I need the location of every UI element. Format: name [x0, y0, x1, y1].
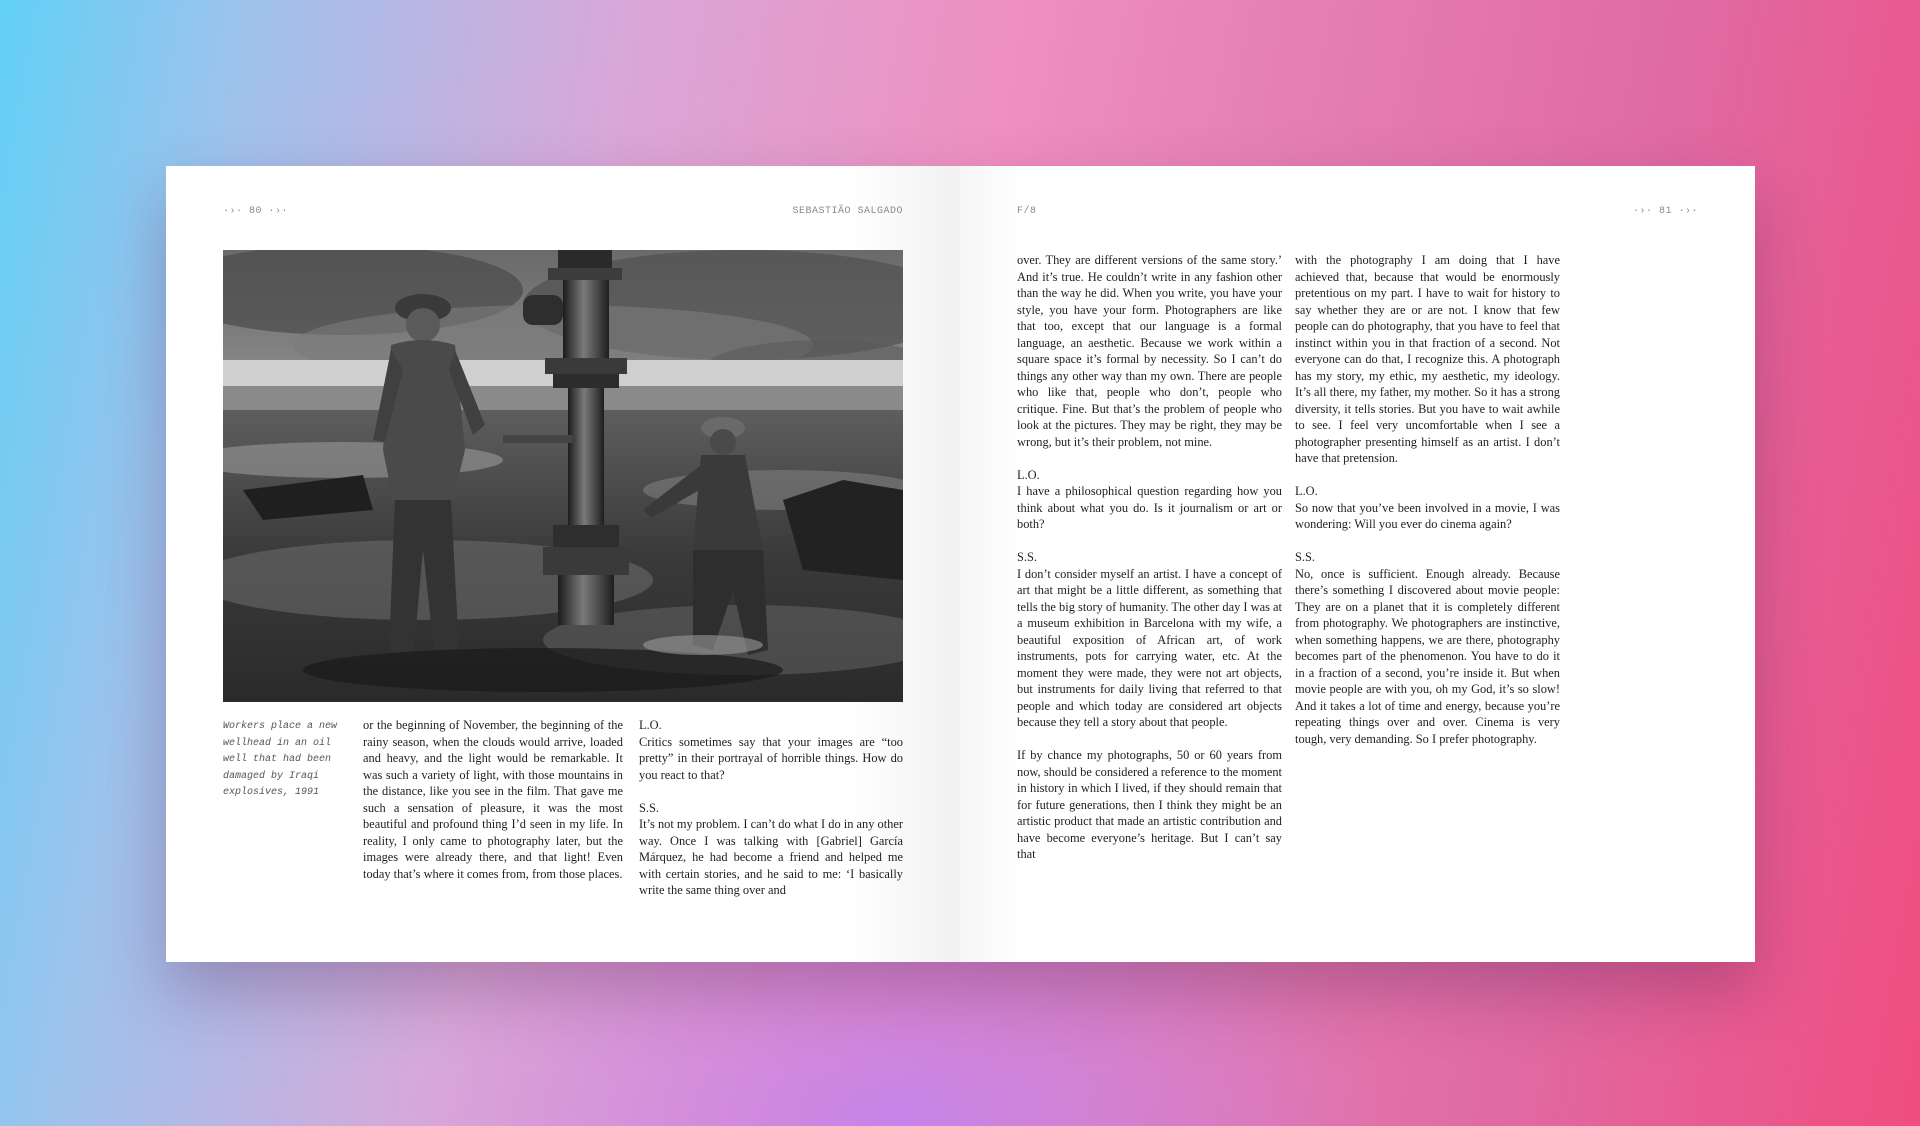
right-page: [960, 166, 1755, 962]
answer-block: [1295, 549, 1560, 747]
question-block: [639, 717, 903, 783]
oil-well-photo: [223, 250, 903, 702]
right-page-number: ·›· 81 ·›·: [1632, 206, 1698, 217]
running-head: SEBASTIÃO SALGADO: [792, 206, 903, 217]
section-marker: F/8: [1017, 206, 1037, 217]
speaker-label: S.S.: [639, 800, 659, 815]
answer-block: [1017, 549, 1282, 731]
question-block: [1295, 483, 1560, 533]
paragraph: with the photography I am doing that I have achieved that, because that would be enormously pretentious on my part. I have to wait for history to say whether they are or are not. I know that few people can do photography, that you have to feel that instinct within you in that fraction of a second. Not everyone can do that, I recognize this. A photograph has my story, my ethic, my aesthetic, my ideology. It’s all there, my father, my mother. So it has a strong diversity, it tells stories. But you have to wait awhile to see. I feel very uncomfortable when I see a photographer presenting himself as an artist. I don’t have that pretension.: [1295, 253, 1560, 465]
speaker-label: S.S.: [1295, 550, 1315, 564]
answer-text: I don’t consider myself an artist. I have a concept of art that might be a little different, as something that tells the big story of humanity. The other day I was at a museum exhibition in Barcelona with my wife, a beautiful exposition of African art, of work instruments, pots for carrying water, etc. At the moment they were made, they were not art objects, but instruments for daily living that referred to that people and which today are considered art objects because they tell a story about that people.: [1017, 566, 1282, 729]
paragraph: or the beginning of November, the beginning of the rainy season, when the clouds would arrive, loaded and heavy, and the light would be remarkable. It was such a variety of light, with those mountains in the distance, like you see in the film. That gave me such a sensation of pleasure, it was the most beautiful and profound thing I’d seen in my life. In reality, I only came to photography later, but the images were already there, and that light! Even today that’s where it comes from, from those places.: [363, 718, 623, 881]
left-column-2: [639, 717, 903, 899]
speaker-label: S.S.: [1017, 550, 1037, 564]
book-spread: [166, 166, 1755, 962]
left-page-number: ·›· 80 ·›·: [223, 206, 289, 217]
answer-block: [639, 800, 903, 899]
speaker-label: L.O.: [1295, 484, 1318, 498]
paragraph: over. They are different versions of the same story.’ And it’s true. He couldn’t write in any fashion other than the way he did. When you write, you have your style, you have your form. Photographers are like that too, except that our language is a formal language, an aesthetic. Because we work within a square space it’s formal by necessity. So I can’t do things any other way than my own. There are people who like that, people who don’t, people who critique. Fine. But that’s the problem of people who look at the pictures. They may be right, they may be wrong, but it’s their problem, not mine.: [1017, 253, 1282, 449]
question-text: Critics sometimes say that your images are “too pretty” in their portrayal of horrible things. How do you react to that?: [639, 734, 903, 782]
question-text: So now that you’ve been involved in a movie, I was wondering: Will you ever do cinema again?: [1295, 500, 1560, 531]
photo-caption: Workers place a new wellhead in an oil well that had been damaged by Iraqi explosives, 1991: [223, 721, 338, 798]
question-block: [1017, 467, 1282, 533]
speaker-label: L.O.: [1017, 467, 1040, 482]
left-page: [166, 166, 960, 962]
speaker-label: L.O.: [639, 718, 662, 732]
right-column-2: [1295, 252, 1560, 747]
answer-text: No, once is sufficient. Enough already. Because there’s something I discovered about movie people: They are on a planet that it is completely different from photography. We photographers are instinctive, when something happens, we are there, photography becomes part of the phenomenon. You have to do it in a fraction of a second, you’re inside it. But when movie people are with you, oh my God, it’s so slow! And it takes a lot of time and energy, because you’re repeating things over and over. Cinema is very tough, very demanding. So I prefer photography.: [1295, 566, 1560, 746]
paragraph: If by chance my photographs, 50 or 60 years from now, should be considered a reference to the moment in history in which I lived, if they should remain that for future generations, then I think they might be an artistic product that made an artistic contribution and have become everyone’s heritage. But I can’t say that: [1017, 748, 1282, 861]
question-text: I have a philosophical question regarding how you think about what you do. Is it journalism or art or both?: [1017, 484, 1282, 531]
left-column-1: [363, 717, 623, 882]
answer-text: It’s not my problem. I can’t do what I do in any other way. Once I was talking with [Gabriel] García Márquez, he had become a friend and helped me with certain stories, and he said to me: ‘I basically write the same thing over and: [639, 817, 903, 897]
right-column-1: [1017, 252, 1282, 863]
